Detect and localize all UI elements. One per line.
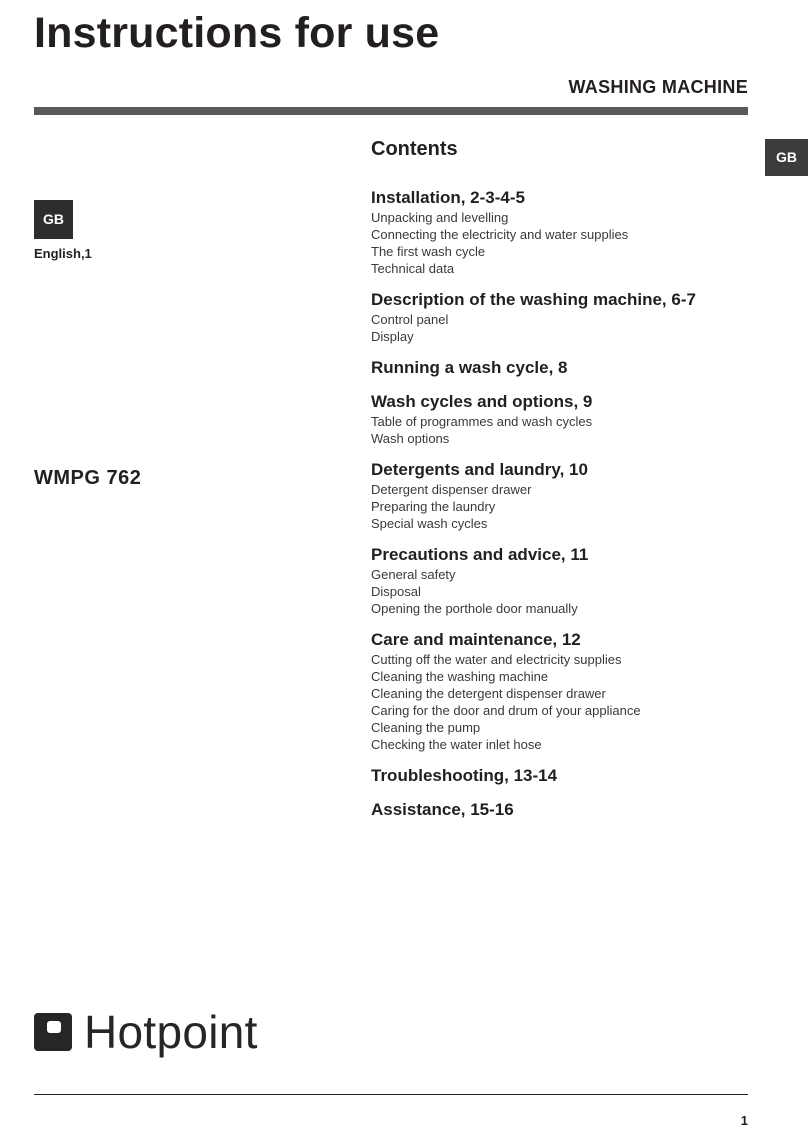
- toc-item[interactable]: Display: [371, 329, 414, 344]
- toc-item[interactable]: Cutting off the water and electricity supplies: [371, 652, 622, 667]
- toc-item[interactable]: Caring for the door and drum of your appliance: [371, 703, 641, 718]
- toc-item[interactable]: The first wash cycle: [371, 244, 486, 259]
- hotpoint-logo-icon: [34, 1013, 72, 1051]
- toc-item[interactable]: Opening the porthole door manually: [371, 601, 578, 616]
- language-tab[interactable]: GB: [765, 139, 808, 176]
- toc-section: [371, 289, 751, 345]
- toc-item[interactable]: Cleaning the pump: [371, 720, 481, 735]
- toc-section-title[interactable]: Troubleshooting, 13-14: [371, 766, 558, 785]
- toc-item[interactable]: Disposal: [371, 584, 421, 599]
- toc-item[interactable]: Wash options: [371, 431, 450, 446]
- toc-item[interactable]: Cleaning the detergent dispenser drawer: [371, 686, 606, 701]
- toc-section-title[interactable]: Care and maintenance, 12: [371, 630, 581, 649]
- toc-section: [371, 765, 751, 787]
- toc-section: [371, 544, 751, 617]
- toc-item[interactable]: Detergent dispenser drawer: [371, 482, 532, 497]
- toc-section: [371, 629, 751, 753]
- toc-section: [371, 187, 751, 277]
- toc-section-title[interactable]: Precautions and advice, 11: [371, 545, 589, 564]
- toc-item[interactable]: Control panel: [371, 312, 449, 327]
- toc-item-list: [371, 566, 751, 617]
- toc-section-title[interactable]: Assistance, 15-16: [371, 800, 514, 819]
- toc-item[interactable]: Preparing the laundry: [371, 499, 496, 514]
- toc-item-list: [371, 481, 751, 532]
- footer-divider: [34, 1094, 748, 1095]
- toc-section-title[interactable]: Wash cycles and options, 9: [371, 392, 593, 411]
- page-number: 1: [740, 1113, 748, 1128]
- contents-heading: Contents: [371, 138, 458, 160]
- toc-section-title[interactable]: Detergents and laundry, 10: [371, 460, 588, 479]
- toc-section-title[interactable]: Description of the washing machine, 6-7: [371, 290, 696, 309]
- toc-item-list: [371, 413, 751, 447]
- toc-item[interactable]: General safety: [371, 567, 456, 582]
- toc-item[interactable]: Special wash cycles: [371, 516, 488, 531]
- language-badge: GB: [34, 200, 73, 239]
- toc-sections: [371, 187, 751, 821]
- toc-section: [371, 799, 751, 821]
- toc-item-list: [371, 311, 751, 345]
- table-of-contents: [371, 136, 751, 833]
- toc-section-title[interactable]: Installation, 2-3-4-5: [371, 188, 525, 207]
- toc-section: [371, 391, 751, 447]
- toc-item[interactable]: Checking the water inlet hose: [371, 737, 542, 752]
- toc-item[interactable]: Unpacking and levelling: [371, 210, 509, 225]
- model-number: WMPG 762: [34, 467, 142, 489]
- toc-item-list: [371, 209, 751, 277]
- toc-item[interactable]: Cleaning the washing machine: [371, 669, 549, 684]
- toc-item[interactable]: Technical data: [371, 261, 455, 276]
- toc-item[interactable]: Table of programmes and wash cycles: [371, 414, 593, 429]
- toc-item-list: [371, 651, 751, 753]
- toc-item[interactable]: Connecting the electricity and water supplies: [371, 227, 629, 242]
- language-page-link[interactable]: English,1: [34, 246, 92, 261]
- header-divider: [34, 107, 748, 115]
- toc-section-title[interactable]: Running a wash cycle, 8: [371, 358, 568, 377]
- brand-name: Hotpoint: [84, 1006, 258, 1058]
- page-title: Instructions for use: [34, 9, 440, 57]
- brand-logo: [34, 1008, 258, 1064]
- product-type: WASHING MACHINE: [568, 77, 748, 97]
- toc-section: [371, 357, 751, 379]
- toc-section: [371, 459, 751, 532]
